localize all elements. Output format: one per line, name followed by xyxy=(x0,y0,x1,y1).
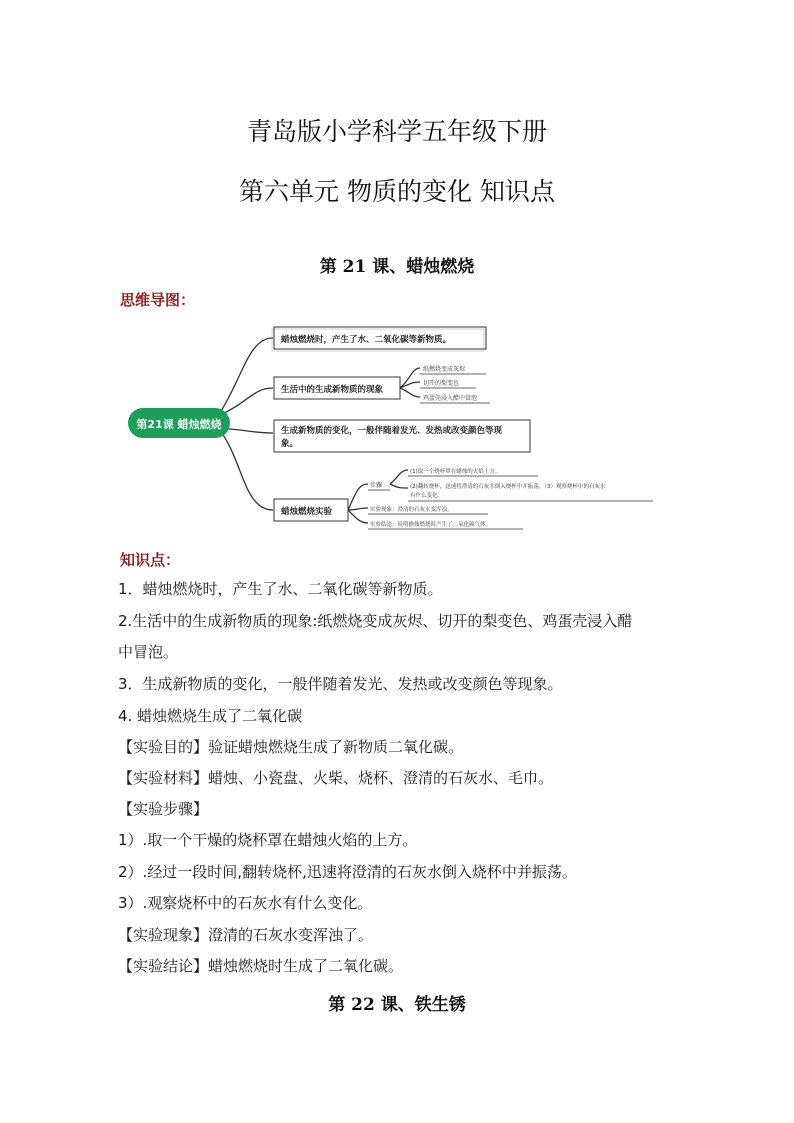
experiment-step-3: 3）.观察烧杯中的石灰水有什么变化。 xyxy=(118,894,373,912)
branch2-label: 生活中的生成新物质的现象 xyxy=(281,385,384,395)
experiment-steps-label: 【实验步骤】 xyxy=(118,800,209,818)
document-title: 青岛版小学科学五年级下册 xyxy=(246,117,547,146)
connector-step1 xyxy=(390,470,408,484)
knowledge-point-1: 1．蜡烛燃烧时，产生了水、二氧化碳等新物质。 xyxy=(118,580,443,598)
leaf-pear: 切开的梨变色 xyxy=(423,380,460,387)
phenomenon-text: 实验现象：澄清的石灰水变浑浊。 xyxy=(370,507,453,513)
experiment-purpose: 【实验目的】验证蜡烛燃烧生成了新物质二氧化碳。 xyxy=(118,738,464,756)
branch3-label-line2: 象。 xyxy=(281,439,299,449)
connector-phenomenon xyxy=(348,508,368,510)
steps-label: 步骤 xyxy=(370,482,383,489)
step2-text-line1: (2)翻转烧杯，迅速将澄清的石灰水倒入烧杯中并振荡。（3）观察烧杯中的石灰水 xyxy=(410,484,606,490)
knowledge-points-label: 知识点： xyxy=(120,551,181,569)
unit-title: 第六单元 物质的变化 知识点 xyxy=(239,177,555,206)
root-node-label: 第21课 蜡烛燃烧 xyxy=(136,418,222,431)
experiment-step-1: 1）.取一个干燥的烧杯罩在蜡烛火焰的上方。 xyxy=(118,831,418,849)
branch3-label-line1: 生成新物质的变化，一般伴随着发光、发热或改变颜色等现 xyxy=(281,426,503,436)
knowledge-point-3: 3．生成新物质的变化，一般伴随着发光、发热或改变颜色等现象。 xyxy=(118,675,563,693)
branch3-box xyxy=(274,420,530,452)
connector-steps xyxy=(348,484,368,510)
branch1-label: 蜡烛燃烧时，产生了水、二氧化碳等新物质。 xyxy=(281,335,452,345)
connector-conclusion xyxy=(348,510,368,523)
connector-leaf3 xyxy=(400,388,420,397)
leaf-eggshell: 鸡蛋壳浸入醋中冒泡 xyxy=(423,395,478,402)
experiment-phenomenon: 【实验现象】澄清的石灰水变浑浊了。 xyxy=(118,926,374,944)
knowledge-point-2-cont: 中冒泡。 xyxy=(118,643,179,661)
mindmap-label: 思维导图： xyxy=(120,291,196,309)
conclusion-text: 实验结论：说明蜡烛燃烧时产生了二氧化碳气体。 xyxy=(370,522,492,528)
knowledge-point-2: 2.生活中的生成新物质的现象:纸燃烧变成灰烬、切开的梨变色、鸡蛋壳浸入醋 xyxy=(118,612,633,630)
lesson-22-heading: 第 22 课、铁生锈 xyxy=(328,995,466,1015)
experiment-step-2: 2）.经过一段时间,翻转烧杯,迅速将澄清的石灰水倒入烧杯中并振荡。 xyxy=(118,863,577,881)
connector-branch4 xyxy=(218,428,273,510)
experiment-conclusion: 【实验结论】蜡烛燃烧时生成了二氧化碳。 xyxy=(118,957,404,975)
leaf-paper: 纸燃烧变成灰烬 xyxy=(423,366,466,373)
connector-step2 xyxy=(390,484,408,488)
connector-branch1 xyxy=(218,338,273,416)
experiment-materials: 【实验材料】蜡烛、小瓷盘、火柴、烧杯、澄清的石灰水、毛巾。 xyxy=(118,769,554,787)
mind-map xyxy=(118,318,678,540)
branch4-label: 蜡烛燃烧实验 xyxy=(281,507,333,517)
step1-text: (1)取一个烧杯罩在蜡烛的火焰上方。 xyxy=(410,469,501,475)
step2-text-line2: 有什么变化。 xyxy=(410,493,444,499)
lesson-21-heading: 第 21 课、蜡烛燃烧 xyxy=(319,257,475,277)
connector-leaf1 xyxy=(400,368,420,388)
knowledge-point-4: 4. 蜡烛燃烧生成了二氧化碳 xyxy=(118,707,303,725)
